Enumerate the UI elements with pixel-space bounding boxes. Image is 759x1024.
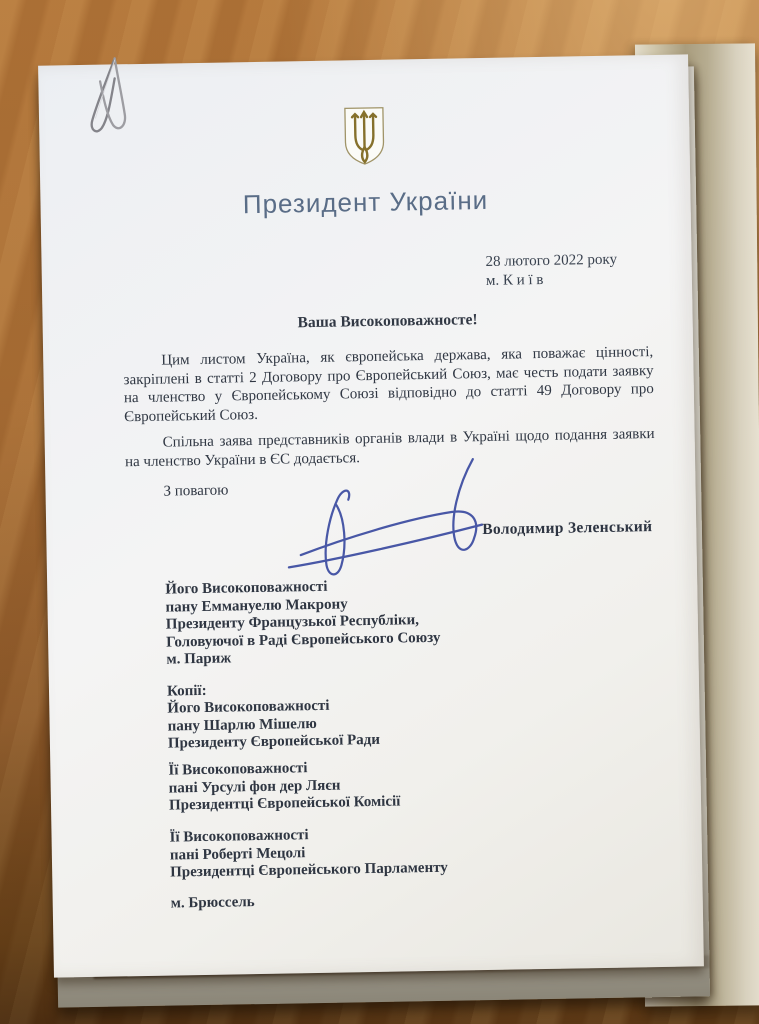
copy-block-von-der-leyen <box>168 759 400 816</box>
body-paragraph-2: Спільна заява представників органів влади в Україні щодо подання заявки на членство України в ЄС додається. <box>124 426 655 470</box>
letter-page <box>38 54 704 977</box>
copy-line: пані Урсулі фон дер Ляєн <box>168 777 341 797</box>
copy-line: пані Роберті Мецолі <box>169 844 306 864</box>
recipient-line: Його Високоповажності <box>165 578 328 598</box>
recipient-line: Президенту Французької Республіки, <box>165 612 420 633</box>
date-line: 28 лютого 2022 року <box>485 251 618 270</box>
ukraine-trident-emblem-icon <box>340 104 389 169</box>
closing-regards: З повагою <box>163 482 229 500</box>
salutation: Ваша Високоповажносте! <box>297 311 478 332</box>
place-line: м. К и ї в <box>485 271 544 289</box>
copy-block-metsola <box>169 825 448 882</box>
signature <box>285 454 499 586</box>
date-block <box>485 251 617 291</box>
recipient-city: м. Париж <box>166 650 232 668</box>
copy-line: Президентці Європейської Комісії <box>168 793 401 814</box>
recipient-line: Головуючої в Раді Європейського Союзу <box>166 629 441 651</box>
copies-city: м. Брюссель <box>170 894 255 912</box>
copy-line: Її Високоповажності <box>169 827 309 846</box>
copy-block-michel <box>167 697 380 753</box>
recipient-line: пану Еммануелю Макрону <box>165 595 348 616</box>
paperclip-icon <box>84 48 130 144</box>
signer-name: Володимир Зеленський <box>482 518 653 539</box>
copies-label: Копії: <box>166 682 207 700</box>
copy-line: Її Високоповажності <box>168 760 308 779</box>
recipient-block <box>165 577 441 669</box>
copy-line: пану Шарлю Мішелю <box>167 715 317 735</box>
copy-line: Його Високоповажності <box>167 697 330 717</box>
letterhead-title: Президент України <box>242 184 489 220</box>
copy-line: Президентці Європейського Парламенту <box>170 859 448 881</box>
copy-line: Президенту Європейської Ради <box>167 731 381 752</box>
body-paragraph-1: Цим листом Україна, як європейська держава, яка поважає цінності, закріплені в статті 2 Договору про Європейський Союз, має честь подати заявку на членство у Європейському Союзі відповідно до статті 49 Договору про Європейський Союз. <box>123 344 654 425</box>
